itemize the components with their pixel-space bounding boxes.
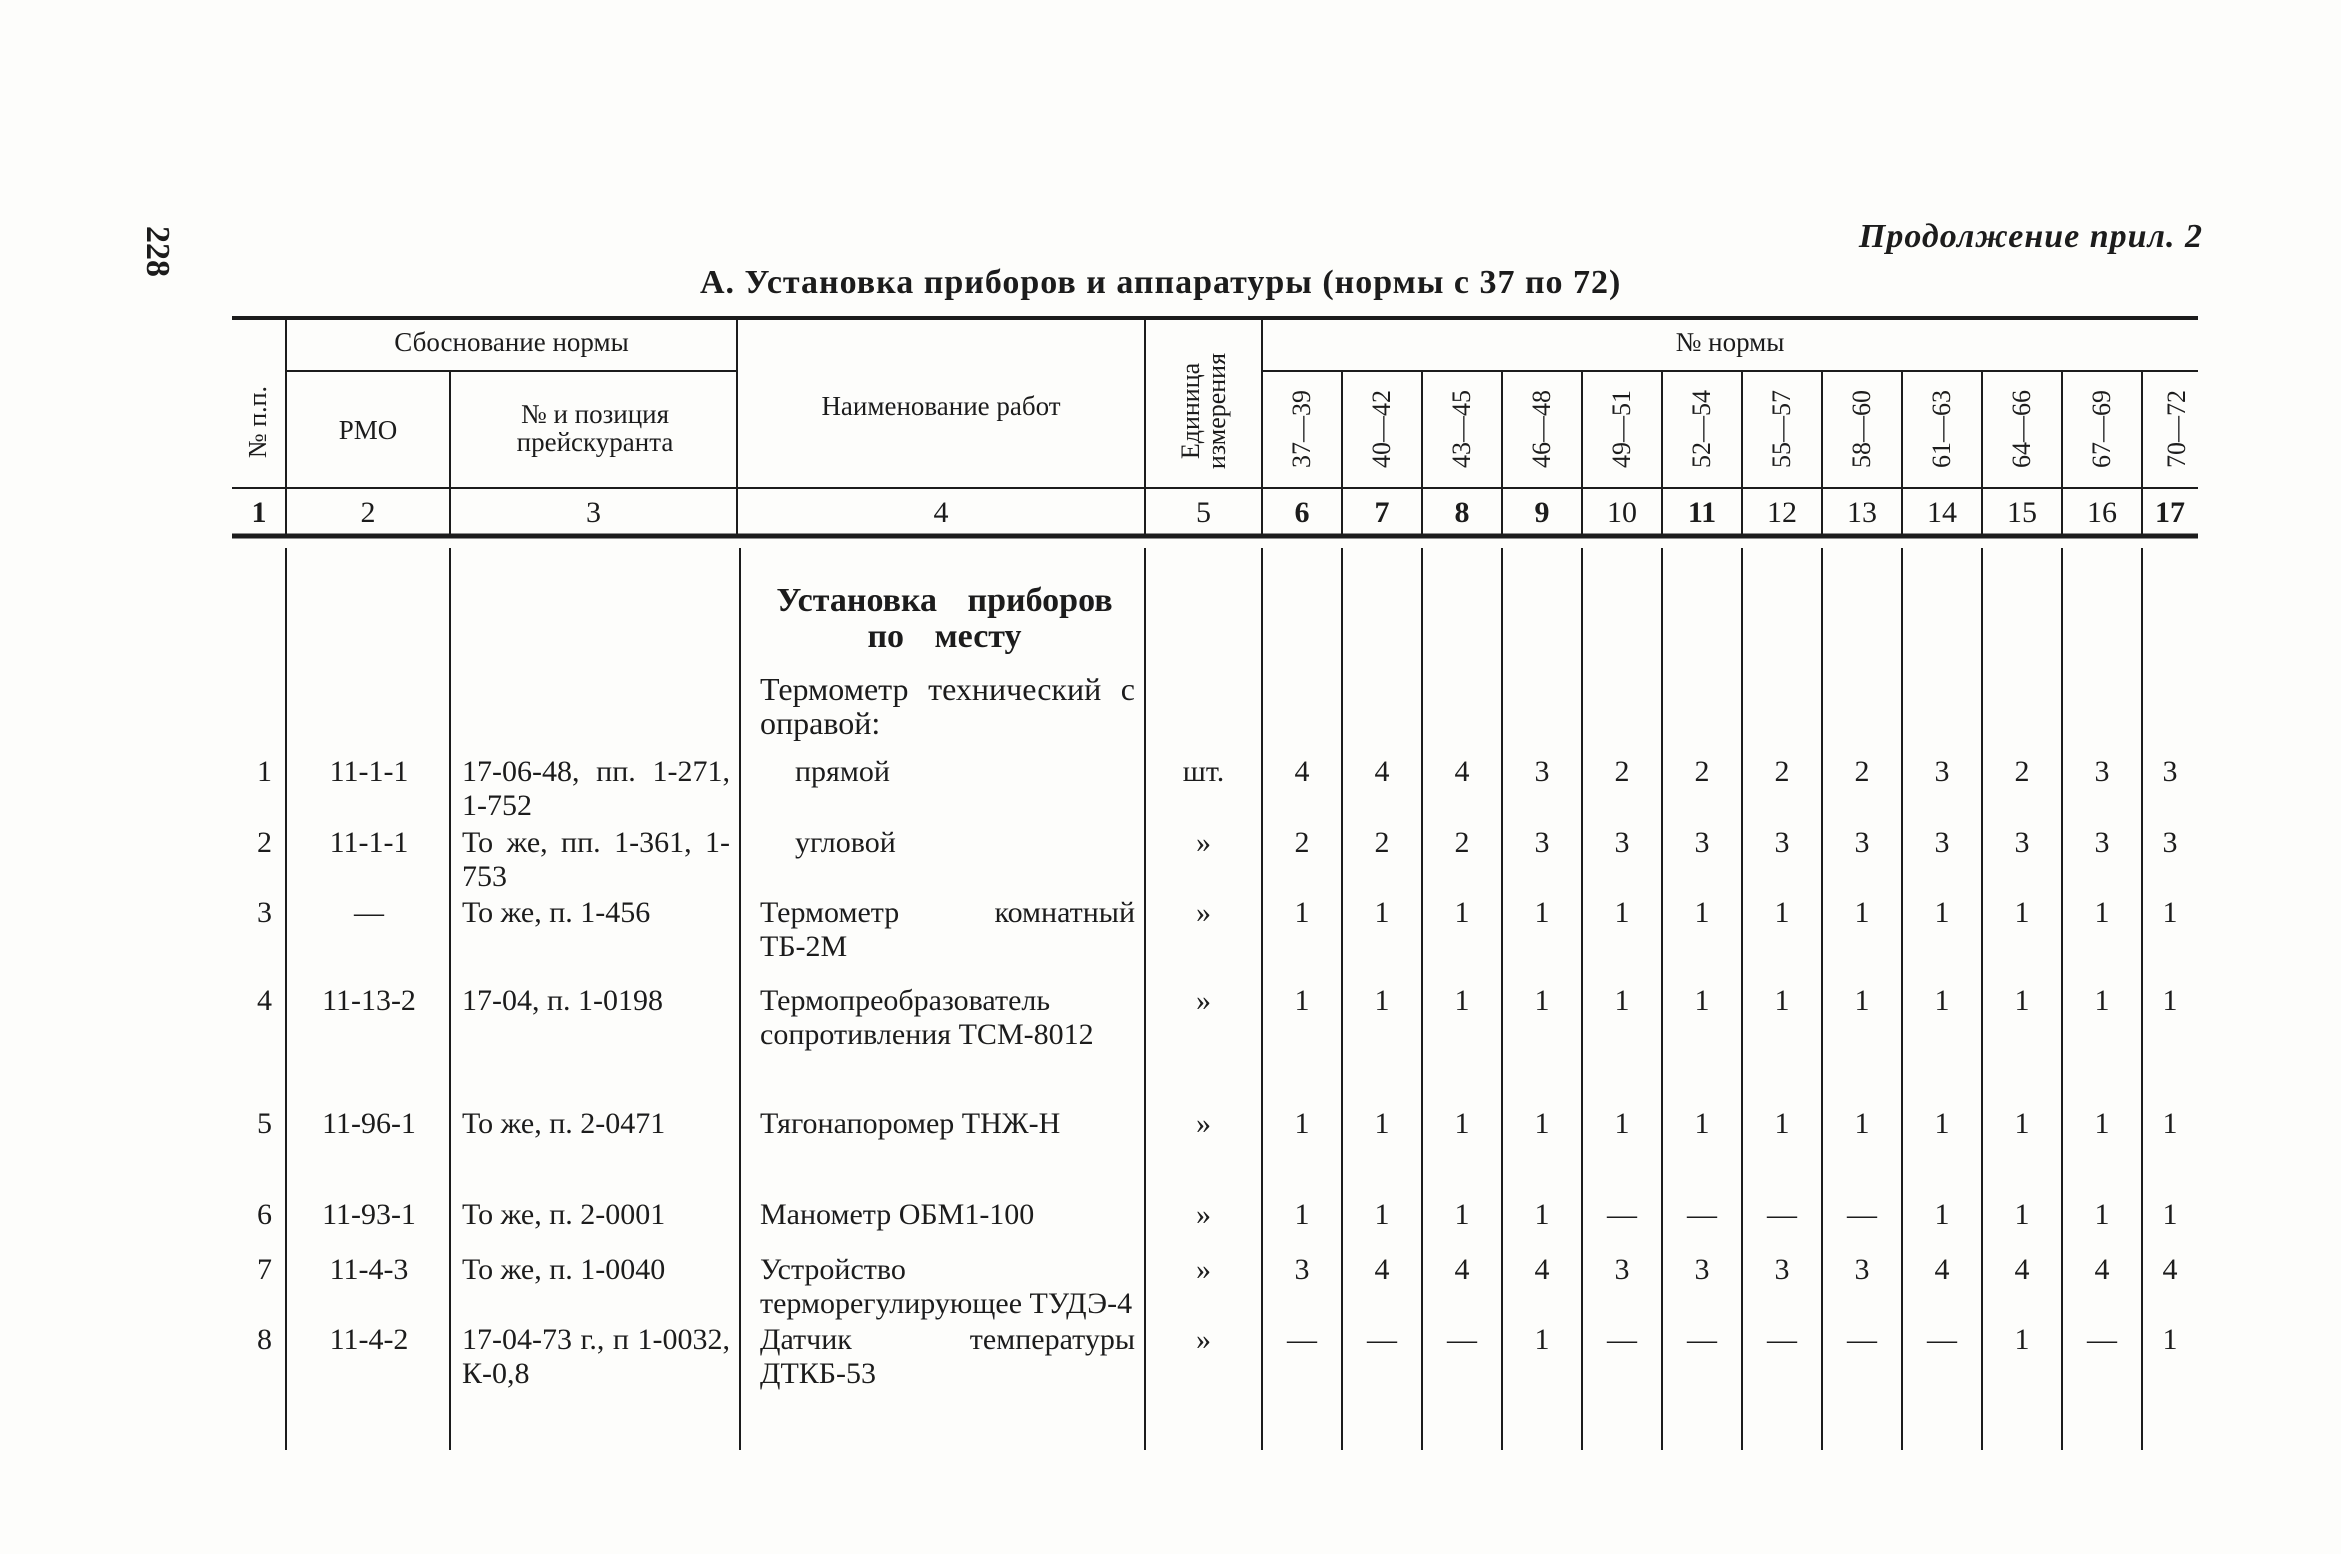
norm-value: 1 — [2094, 1107, 2110, 1140]
work-name: угловой — [795, 826, 896, 859]
norm-value: — — [1367, 1323, 1397, 1356]
norm-value: — — [1927, 1323, 1957, 1356]
price-position: 17-06-48, пп. 1-271, 1-752 — [462, 755, 730, 822]
norm-range: 61—63 — [1927, 390, 1956, 468]
norm-value: 3 — [2094, 826, 2110, 859]
norm-value: 3 — [1854, 1253, 1870, 1286]
column-number: 2 — [360, 496, 376, 529]
norm-value: 1 — [1294, 1198, 1310, 1231]
column-number: 14 — [1927, 496, 1957, 529]
norm-value: 1 — [1374, 984, 1390, 1017]
column-number: 15 — [2007, 496, 2037, 529]
norm-value: — — [1847, 1323, 1877, 1356]
norm-value: 4 — [1454, 755, 1470, 788]
norm-value: — — [1767, 1198, 1797, 1231]
column-number: 1 — [251, 496, 267, 529]
norm-value: 3 — [1294, 1253, 1310, 1286]
norm-value: 1 — [1534, 984, 1550, 1017]
rmo-code: 11-4-3 — [329, 1253, 409, 1286]
work-name: Манометр ОБМ1-100 — [760, 1198, 1035, 1231]
header-unit: Единица измерения — [1176, 352, 1231, 470]
norm-value: 1 — [2162, 1198, 2178, 1231]
price-position: 17-04-73 г., п 1-0032, К-0,8 — [462, 1323, 730, 1390]
norm-value: 3 — [1614, 1253, 1630, 1286]
norm-value: 3 — [2094, 755, 2110, 788]
row-number: 7 — [257, 1253, 272, 1286]
norm-value: 4 — [1374, 1253, 1390, 1286]
norm-value: 3 — [1934, 826, 1950, 859]
unit: » — [1196, 1107, 1211, 1140]
norm-range: 49—51 — [1607, 390, 1636, 468]
norm-value: 1 — [1854, 984, 1870, 1017]
price-position: То же, п. 2-0001 — [462, 1198, 666, 1231]
norm-value: 1 — [1374, 896, 1390, 929]
column-number: 13 — [1847, 496, 1877, 529]
norm-value: 1 — [1854, 896, 1870, 929]
norm-value: 4 — [2094, 1253, 2110, 1286]
norm-value: 4 — [1374, 755, 1390, 788]
norm-value: — — [1607, 1323, 1637, 1356]
norm-value: 1 — [2014, 1323, 2030, 1356]
norm-value: 1 — [2014, 1107, 2030, 1140]
norm-value: 1 — [2014, 1198, 2030, 1231]
norm-value: 1 — [1614, 984, 1630, 1017]
unit: » — [1196, 984, 1211, 1017]
norm-value: 2 — [1694, 755, 1710, 788]
row-number: 8 — [257, 1323, 272, 1356]
norm-value: 4 — [2162, 1253, 2178, 1286]
column-number: 3 — [586, 496, 601, 529]
unit: » — [1196, 1323, 1211, 1356]
norm-value: 2 — [1774, 755, 1790, 788]
norm-value: 1 — [1374, 1198, 1390, 1231]
norm-value: 2 — [1374, 826, 1390, 859]
header-rmo: РМО — [338, 415, 398, 445]
price-position: То же, п. 1-0040 — [462, 1253, 666, 1286]
norm-value: 3 — [1934, 755, 1950, 788]
price-position: То же, п. 1-456 — [462, 896, 651, 929]
column-number: 6 — [1294, 496, 1310, 529]
norm-value: 1 — [1454, 984, 1470, 1017]
norm-value: 2 — [2014, 755, 2030, 788]
norm-value: 1 — [2014, 896, 2030, 929]
norm-value: 1 — [1614, 1107, 1630, 1140]
norm-value: 1 — [2094, 1198, 2110, 1231]
norm-value: 1 — [2094, 984, 2110, 1017]
norm-value: — — [2087, 1323, 2117, 1356]
norm-value: 4 — [2014, 1253, 2030, 1286]
norm-value: 4 — [1934, 1253, 1950, 1286]
norm-value: 1 — [1294, 896, 1310, 929]
row-number: 5 — [257, 1107, 272, 1140]
norm-value: 1 — [1934, 1107, 1950, 1140]
norm-value: 2 — [1294, 826, 1310, 859]
norm-value: 1 — [1294, 1107, 1310, 1140]
norm-value: 4 — [1454, 1253, 1470, 1286]
work-name: Тягонапоромер ТНЖ-Н — [760, 1107, 1061, 1140]
norm-value: 1 — [2162, 896, 2178, 929]
norm-value: 3 — [1694, 826, 1710, 859]
rmo-code: 11-96-1 — [322, 1107, 416, 1140]
norm-value: 1 — [1614, 896, 1630, 929]
norm-value: 3 — [1694, 1253, 1710, 1286]
norm-range: 46—48 — [1527, 390, 1556, 468]
norm-value: 2 — [1854, 755, 1870, 788]
work-name: Устройство терморегулирующее ТУДЭ-4 — [760, 1253, 1133, 1320]
norm-value: 1 — [2162, 1107, 2178, 1140]
column-number: 11 — [1687, 496, 1717, 529]
norm-value: 1 — [1534, 1323, 1550, 1356]
norm-range: 70—72 — [2162, 390, 2191, 468]
column-number: 8 — [1454, 496, 1470, 529]
norm-value: — — [1687, 1323, 1717, 1356]
rmo-code: 11-13-2 — [322, 984, 416, 1017]
column-number: 17 — [2155, 496, 2185, 529]
norm-value: 3 — [1534, 826, 1550, 859]
norm-value: 3 — [1774, 826, 1790, 859]
norm-value: 1 — [1774, 984, 1790, 1017]
column-number: 5 — [1196, 496, 1211, 529]
norm-value: — — [1287, 1323, 1317, 1356]
norm-value: 1 — [1934, 1198, 1950, 1231]
table-title: А. Установка приборов и аппаратуры (нормы с 37 по 72) — [700, 264, 1622, 301]
norm-value: 1 — [2162, 984, 2178, 1017]
norm-range: 40—42 — [1367, 390, 1396, 468]
norm-value: 2 — [1614, 755, 1630, 788]
norm-value: 1 — [1694, 984, 1710, 1017]
norm-value: 1 — [1534, 1198, 1550, 1231]
norm-value: 1 — [2014, 984, 2030, 1017]
norm-value: — — [1447, 1323, 1477, 1356]
continuation-label: Продолжение прил. 2 — [1858, 218, 2203, 255]
norm-value: 1 — [1454, 896, 1470, 929]
norm-value: 1 — [1854, 1107, 1870, 1140]
norm-value: 1 — [1454, 1198, 1470, 1231]
rmo-code: 11-93-1 — [322, 1198, 416, 1231]
norm-value: 1 — [1934, 896, 1950, 929]
rmo-code: 11-1-1 — [329, 755, 409, 788]
rmo-code: 11-1-1 — [329, 826, 409, 859]
norm-range: 67—69 — [2087, 390, 2116, 468]
price-position: То же, п. 2-0471 — [462, 1107, 666, 1140]
norm-value: 1 — [1374, 1107, 1390, 1140]
norm-range: 64—66 — [2007, 390, 2036, 468]
norm-value: — — [1687, 1198, 1717, 1231]
row-number: 6 — [257, 1198, 272, 1231]
column-number: 12 — [1767, 496, 1797, 529]
column-number: 9 — [1534, 496, 1550, 529]
header-row-number: № п.п. — [243, 385, 272, 459]
norm-value: 1 — [1534, 896, 1550, 929]
page-number: 228 — [139, 226, 176, 277]
norm-range: 43—45 — [1447, 390, 1476, 468]
norm-value: 3 — [1614, 826, 1630, 859]
header-basis-group: Сбоснование нормы — [394, 327, 629, 357]
price-position: 17-04, п. 1-0198 — [462, 984, 664, 1017]
norm-value: 1 — [2162, 1323, 2178, 1356]
norm-value: 3 — [2162, 755, 2178, 788]
norm-range: 58—60 — [1847, 390, 1876, 468]
norm-value: 2 — [1454, 826, 1470, 859]
column-number: 10 — [1607, 496, 1637, 529]
work-name: прямой — [795, 755, 890, 788]
column-number: 4 — [933, 496, 949, 529]
column-number: 16 — [2087, 496, 2117, 529]
unit: » — [1196, 826, 1211, 859]
norm-value: — — [1847, 1198, 1877, 1231]
row-number: 3 — [257, 896, 272, 929]
price-position: То же, пп. 1-361, 1-753 — [462, 826, 730, 893]
header-work-name: Наименование работ — [821, 391, 1061, 421]
norm-value: 1 — [1694, 896, 1710, 929]
norm-value: 3 — [2014, 826, 2030, 859]
unit: шт. — [1182, 755, 1225, 788]
header-price-position: № и позиция прейскуранта — [516, 399, 674, 457]
norm-value: 3 — [1774, 1253, 1790, 1286]
section-heading: Установка приборов по месту — [776, 582, 1113, 655]
work-name: Термометр комнатный ТБ-2М — [760, 896, 1135, 963]
norm-range: 55—57 — [1767, 390, 1796, 468]
norm-range: 52—54 — [1687, 390, 1716, 468]
unit: » — [1196, 896, 1211, 929]
norm-value: 1 — [2094, 896, 2110, 929]
norm-value: 1 — [1694, 1107, 1710, 1140]
norm-value: 1 — [1774, 1107, 1790, 1140]
norm-value: 3 — [1854, 826, 1870, 859]
norm-value: 3 — [2162, 826, 2178, 859]
work-name: Термопреобразователь сопротивления ТСМ-8012 — [760, 984, 1094, 1051]
norm-value: 1 — [1534, 1107, 1550, 1140]
header-norms-group: № нормы — [1675, 327, 1785, 357]
norm-value: 4 — [1534, 1253, 1550, 1286]
norm-range: 37—39 — [1287, 390, 1316, 468]
unit: » — [1196, 1198, 1211, 1231]
norm-value: — — [1767, 1323, 1797, 1356]
rmo-code: — — [354, 896, 384, 929]
row-number: 4 — [257, 984, 272, 1017]
work-name: Датчик температуры ДТКБ-53 — [760, 1323, 1135, 1390]
norm-value: 4 — [1294, 755, 1310, 788]
norm-value: — — [1607, 1198, 1637, 1231]
norm-value: 1 — [1934, 984, 1950, 1017]
row-number: 2 — [257, 826, 272, 859]
rmo-code: 11-4-2 — [329, 1323, 409, 1356]
norm-value: 1 — [1454, 1107, 1470, 1140]
row-number: 1 — [257, 755, 272, 788]
unit: » — [1196, 1253, 1211, 1286]
norm-value: 1 — [1774, 896, 1790, 929]
column-number: 7 — [1374, 496, 1390, 529]
norm-value: 3 — [1534, 755, 1550, 788]
norm-value: 1 — [1294, 984, 1310, 1017]
subheading: Термометр технический с оправой: — [760, 671, 1135, 741]
